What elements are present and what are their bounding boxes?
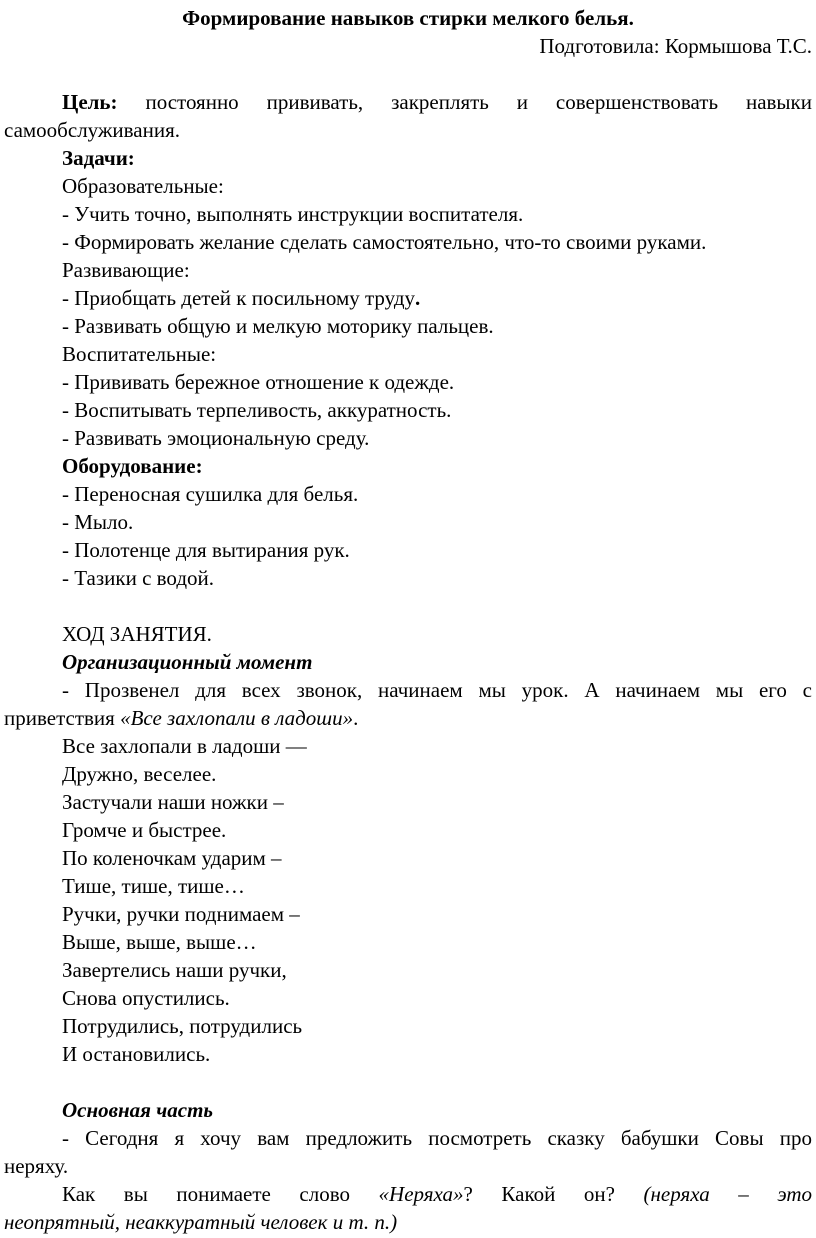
poem-line: Потрудились, потрудились: [62, 1014, 303, 1038]
org-paragraph-continued: приветствия «Все захлопали в ладоши».: [4, 706, 359, 730]
poem-line: Дружно, веселее.: [62, 762, 217, 786]
upbringing-item: - Прививать бережное отношение к одежде.: [62, 370, 455, 394]
main-section-heading: Основная часть: [62, 1098, 214, 1122]
developing-label: Развивающие:: [62, 258, 190, 282]
equipment-item: - Тазики с водой.: [62, 566, 215, 590]
lesson-heading: ХОД ЗАНЯТИЯ.: [62, 622, 212, 646]
main-paragraph: - Сегодня я хочу вам предложить посмотреть сказку бабушки Совы про: [62, 1126, 812, 1150]
poem-line: Снова опустились.: [62, 986, 230, 1010]
goal-label: Цель:: [62, 90, 118, 114]
poem-line: Завертелись наши ручки,: [62, 958, 287, 982]
question-paragraph: Как вы понимаете слово «Неряха»? Какой он? (неряха – это: [62, 1182, 812, 1206]
org-section-heading: Организационный момент: [62, 650, 313, 674]
developing-item: - Развивать общую и мелкую моторику пальцев.: [62, 314, 494, 338]
document-title: Формирование навыков стирки мелкого белья.: [182, 6, 634, 30]
goal-paragraph: [4, 88, 812, 116]
main-paragraph-continued: неряху.: [4, 1154, 69, 1178]
goal-text-continued: самообслуживания.: [4, 118, 180, 142]
poem-line: По коленочкам ударим –: [62, 846, 282, 870]
equipment-item: - Полотенце для вытирания рук.: [62, 538, 350, 562]
equipment-item: - Переносная сушилка для белья.: [62, 482, 359, 506]
developing-item: - Приобщать детей к посильному труду.: [62, 286, 421, 310]
equipment-item: - Мыло.: [62, 510, 134, 534]
poem-line: Ручки, ручки поднимаем –: [62, 902, 300, 926]
answer-hint: (неряха – это: [643, 1182, 812, 1206]
equipment-heading: Оборудование:: [62, 454, 203, 478]
poem-line: Выше, выше, выше…: [62, 930, 257, 954]
greeting-title: «Все захлопали в ладоши»: [120, 706, 354, 730]
upbringing-item: - Развивать эмоциональную среду.: [62, 426, 370, 450]
upbringing-item: - Воспитывать терпеливость, аккуратность.: [62, 398, 452, 422]
answer-hint-continued: неопрятный, неаккуратный человек и т. п.): [4, 1210, 398, 1234]
goal-text: постоянно прививать, закреплять и совершенствовать навыки: [145, 90, 812, 114]
educational-label: Образовательные:: [62, 174, 224, 198]
author-line: Подготовила: Кормышова Т.С.: [539, 34, 812, 58]
poem-line: Громче и быстрее.: [62, 818, 227, 842]
poem-line: Тише, тише, тише…: [62, 874, 245, 898]
poem-line: Все захлопали в ладоши —: [62, 734, 307, 758]
org-paragraph: - Прозвенел для всех звонок, начинаем мы урок. А начинаем мы его с: [62, 678, 812, 702]
tasks-heading: Задачи:: [62, 146, 135, 170]
word-neryakha: «Неряха»: [378, 1182, 464, 1206]
upbringing-label: Воспитательные:: [62, 342, 217, 366]
poem-line: И остановились.: [62, 1042, 211, 1066]
educational-item: - Формировать желание сделать самостоятельно, что-то своими руками.: [62, 230, 707, 254]
poem-line: Застучали наши ножки –: [62, 790, 284, 814]
educational-item: - Учить точно, выполнять инструкции воспитателя.: [62, 202, 524, 226]
